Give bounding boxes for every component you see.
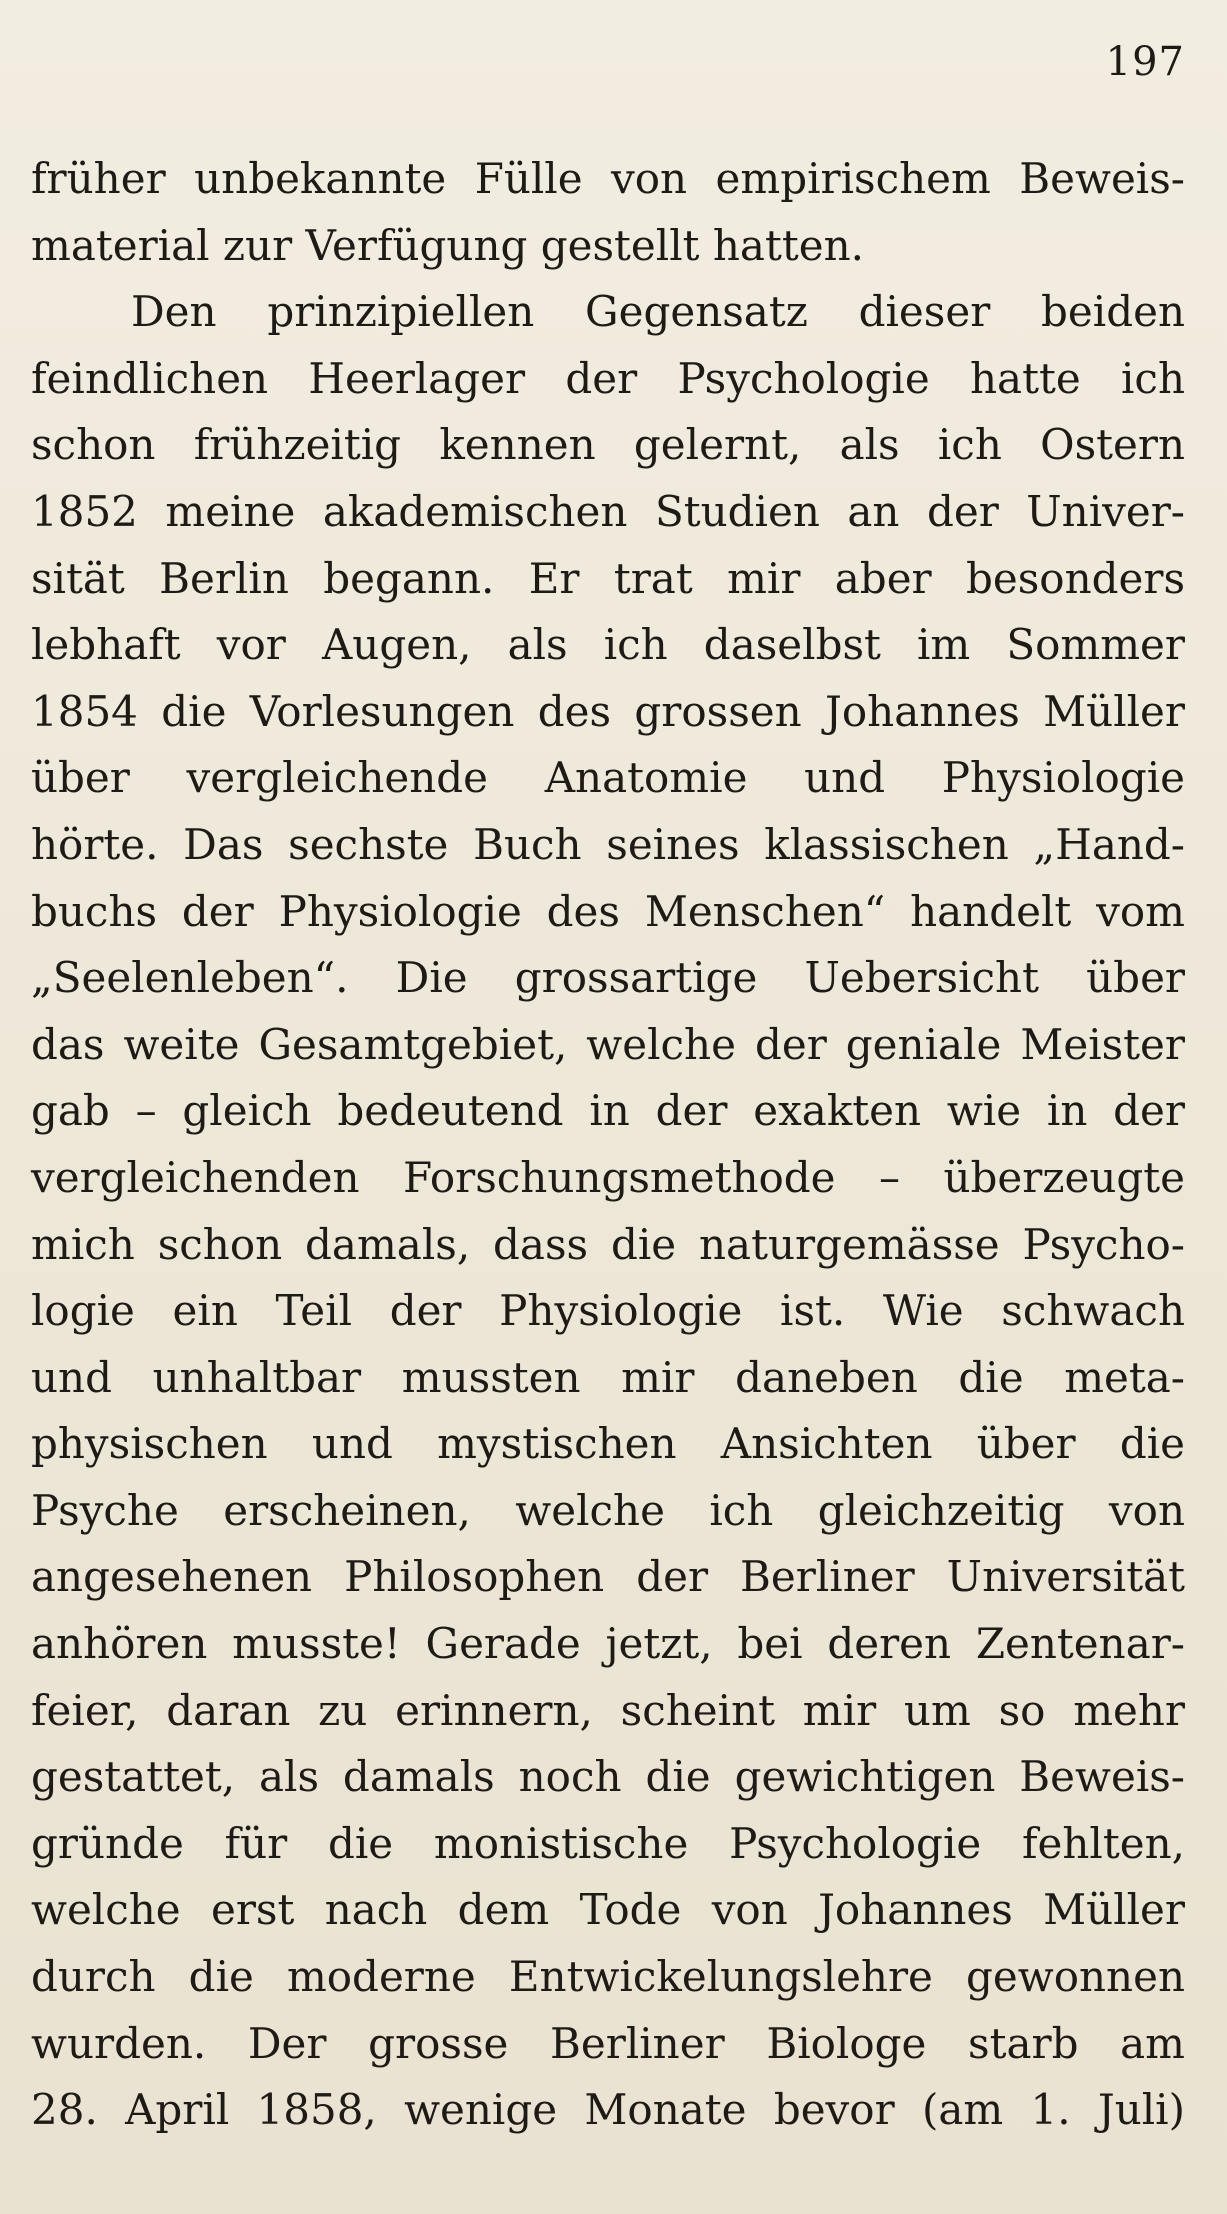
text-line: vergleichenden Forschungsmethode – überzeugte [31,1152,1185,1202]
text-line: hörte. Das sechste Buch seines klassischen „Hand- [31,819,1185,869]
text-line: welche erst nach dem Tode von Johannes Müller [31,1885,1185,1935]
text-line: schon frühzeitig kennen gelernt, als ich Ostern [31,420,1185,470]
text-line: angesehenen Philosophen der Berliner Universität [31,1552,1185,1602]
text-line: material zur Verfügung gestellt hatten. [31,220,864,270]
text-line: Den prinzipiellen Gegensatz dieser beiden [131,287,1185,337]
text-line: logie ein Teil der Physiologie ist. Wie schwach [31,1286,1185,1336]
text-line: feindlichen Heerlager der Psychologie hatte ich [31,353,1185,403]
text-line: anhören musste! Gerade jetzt, bei deren Zentenar- [31,1619,1185,1669]
text-line: früher unbekannte Fülle von empirischem Beweis- [31,154,1185,203]
text-line: buchs der Physiologie des Menschen“ handelt vom [31,886,1185,936]
body-text [31,146,1185,2144]
text-line: feier, daran zu erinnern, scheint mir um so mehr [31,1685,1185,1735]
text-line: Psyche erscheinen, welche ich gleichzeitig von [31,1485,1185,1535]
text-line: über vergleichende Anatomie und Physiologie [31,753,1185,803]
text-line: und unhaltbar mussten mir daneben die meta- [31,1352,1185,1402]
text-line: 1854 die Vorlesungen des grossen Johannes Müller [31,686,1185,736]
page-number: 197 [1105,39,1185,85]
text-line: physischen und mystischen Ansichten über die [31,1419,1185,1469]
text-line: sität Berlin begann. Er trat mir aber besonders [31,553,1185,603]
text-line: 1852 meine akademischen Studien an der Univer- [31,486,1185,536]
text-line: mich schon damals, dass die naturgemässe Psycho- [31,1219,1185,1269]
text-line: „Seelenleben“. Die grossartige Uebersicht über [31,953,1185,1003]
text-line: lebhaft vor Augen, als ich daselbst im Sommer [31,620,1185,670]
text-line: 28. April 1858, wenige Monate bevor (am 1. Juli) [31,2085,1185,2135]
text-line: gründe für die monistische Psychologie fehlten, [31,1818,1185,1868]
text-line: das weite Gesamtgebiet, welche der geniale Meister [31,1019,1185,1069]
text-line: gab – gleich bedeutend in der exakten wie in der [31,1086,1185,1136]
text-line: wurden. Der grosse Berliner Biologe starb am [31,2018,1185,2068]
text-line: gestattet, als damals noch die gewichtigen Beweis- [31,1752,1185,1802]
text-line: durch die moderne Entwickelungslehre gewonnen [31,1952,1185,2002]
